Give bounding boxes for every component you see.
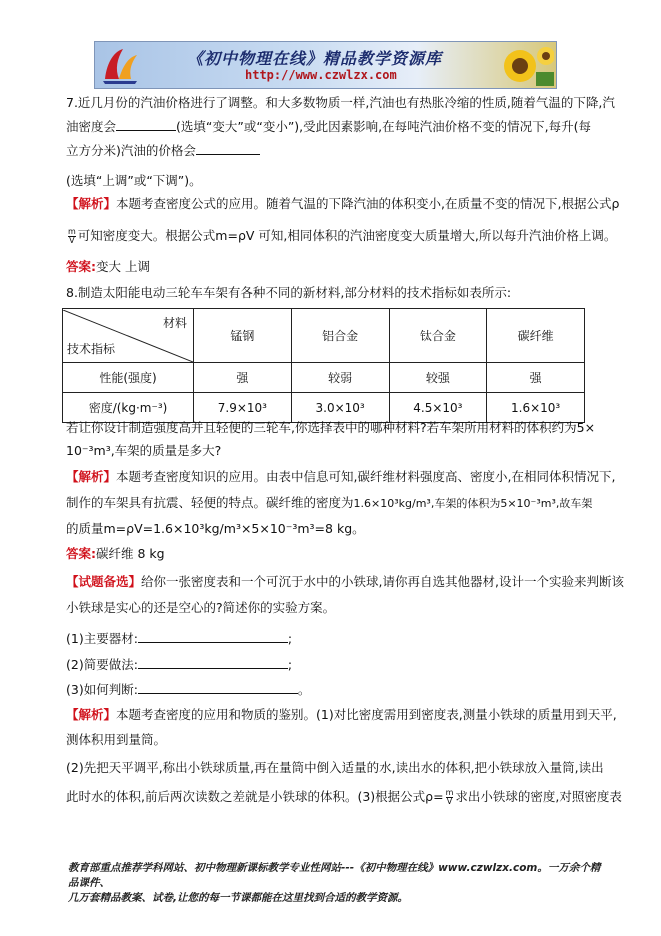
density-fraction: $\frac{m}{V}$ (445, 788, 454, 806)
table-cell: 强 (194, 363, 292, 393)
table-row-label: 性能(强度) (63, 363, 194, 393)
table-cell: 4.5×10³ (389, 393, 487, 423)
table-cell: 1.6×10³ (487, 393, 585, 423)
q8-intro: 8.制造太阳能电动三轮车车架有各种不同的新材料,部分材料的技术指标如表所示: (66, 285, 512, 300)
table-cell: 7.9×10³ (194, 393, 292, 423)
footer-line1: 教育部重点推荐学科网站、初中物理新课标教学专业性网站---《初中物理在线》www.czwlzx.com。一万余个精品课件、 (68, 862, 601, 889)
table-header-cell: 碳纤维 (487, 309, 585, 363)
extra-line2: 小铁球是实心的还是空心的?简述你的实验方案。 (66, 600, 336, 615)
table-header-cell: 锰钢 (194, 309, 292, 363)
equipment-blank[interactable] (138, 630, 288, 643)
q8-answer: 答案:碳纤维 8 kg (66, 546, 165, 561)
q8-analysis-line1: 【解析】本题考查密度知识的应用。由表中信息可知,碳纤维材料强度高、密度小,在相同体积情况下, (66, 469, 616, 484)
q8-analysis-line3: 的质量m=ρV=1.6×10³kg/m³×5×10⁻³m³=8 kg。 (66, 521, 365, 536)
q8-analysis-line2: 制作的车架具有抗震、轻便的特点。碳纤维的密度为1.6×10³kg/m³,车架的体积为5×10⁻³m³,故车架 (66, 495, 593, 510)
extra-item1: (1)主要器材: ; (66, 631, 293, 646)
table-cell: 强 (487, 363, 585, 393)
table-corner-cell: 材料 技术指标 (63, 309, 194, 363)
analysis-label: 【解析】 (66, 469, 117, 484)
extra-line1: 【试题备选】给你一张密度表和一个可沉于水中的小铁球,请你再自选其他器材,设计一个实验来判断该 (66, 574, 624, 589)
q7-answer: 答案:变大 上调 (66, 259, 150, 274)
q7-analysis-line1: 【解析】本题考查密度公式的应用。随着气温的下降汽油的体积变小,在质量不变的情况下,根据公式ρ (66, 196, 620, 211)
q7-blank2[interactable] (196, 142, 260, 155)
judgement-blank[interactable] (138, 681, 298, 694)
q7-line4: (选填“上调”或“下调”)。 (66, 173, 202, 188)
table-row (63, 393, 585, 423)
table-cell: 较强 (389, 363, 487, 393)
analysis-label: 【解析】 (66, 196, 117, 211)
method-blank[interactable] (138, 656, 288, 669)
header-banner (94, 41, 557, 89)
table-cell: 3.0×10³ (291, 393, 389, 423)
sunflower-icon (492, 44, 554, 86)
extra-label: 【试题备选】 (66, 574, 142, 589)
banner-url[interactable]: http://www.czwlzx.com (245, 68, 397, 82)
extra-analysis-line2: 测体积用到量筒。 (66, 732, 167, 747)
density-fraction: $\frac{m}{V}$ (68, 227, 76, 245)
q7-line2: 油密度会 (选填“变大”或“变小”),受此因素影响,在每吨汽油价格不变的情况下,每升(每 (66, 119, 591, 134)
page-footer (68, 861, 608, 906)
analysis-label: 【解析】 (66, 707, 117, 722)
footer-line2: 几万套精品教案、试卷,让您的每一节课都能在这里找到合适的教学资源。 (68, 892, 408, 904)
extra-item3: (3)如何判断: 。 (66, 682, 311, 697)
table-row (63, 363, 585, 393)
banner-title: 《初中物理在线》精品教学资源库 (187, 49, 443, 68)
table-header-cell: 铝合金 (291, 309, 389, 363)
extra-item2: (2)简要做法: ; (66, 657, 293, 672)
extra-analysis-line1: 【解析】本题考查密度的应用和物质的鉴别。(1)对比密度需用到密度表,测量小铁球的质量用到天平, (66, 707, 617, 722)
table-row-label: 密度/(kg·m⁻³) (63, 393, 194, 423)
material-spec-table (62, 308, 585, 423)
extra-analysis-line3: (2)先把天平调平,称出小铁球质量,再在量筒中倒入适量的水,读出水的体积,把小铁球放入量筒,读出 (66, 760, 604, 775)
q7-line1: 7.近几月份的汽油价格进行了调整。和大多数物质一样,汽油也有热胀冷缩的性质,随着气温的下降,汽 (66, 95, 615, 110)
q7-blank1[interactable] (116, 118, 176, 131)
site-logo-icon (101, 45, 139, 85)
extra-analysis-line4: 此时水的体积,前后两次读数之差就是小铁球的体积。(3)根据公式ρ= $\frac{m}{V}$ 求出小铁球的密度,对照密度表 (66, 788, 622, 806)
q8-question-line1: 若让你设计制造强度高并且轻便的三轮车,你选择表中的哪种材料?若车架所用材料的体积约为5× (66, 420, 596, 435)
table-header-cell: 钛合金 (389, 309, 487, 363)
table-cell: 较弱 (291, 363, 389, 393)
q7-line3: 立方分米)汽油的价格会 (66, 142, 260, 159)
q7-analysis-line2: $\frac{m}{V}$ 可知密度变大。根据公式m=ρV 可知,相同体积的汽油密度变大质量增大,所以每升汽油价格上调。 (68, 227, 617, 245)
q8-question-line2: 10⁻³m³,车架的质量是多大? (66, 443, 222, 458)
